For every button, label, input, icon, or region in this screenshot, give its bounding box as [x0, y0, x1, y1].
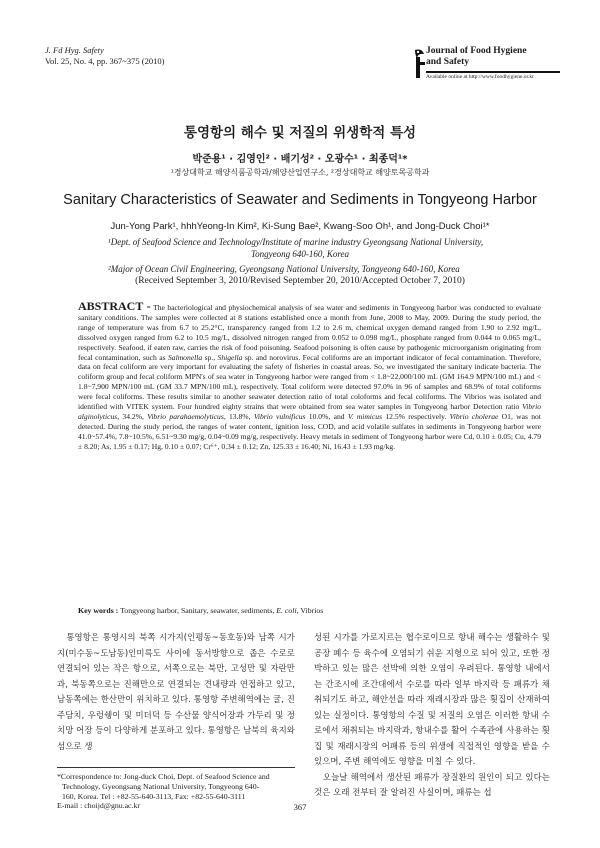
keywords-label: Key words : [78, 606, 119, 615]
keywords-italic-ecoli: E. coli, [276, 606, 299, 615]
keywords [78, 606, 323, 615]
received-dates: (Received September 3, 2010/Revised September 20, 2010/Accepted October 7, 2010) [135, 276, 465, 286]
footnote-line: *Correspondence to: Jong-duck Choi, Dept. of Seafood Science and [57, 772, 270, 781]
abstract-italic-vibrio-cholerae: Vibrio cholerae [449, 411, 499, 421]
abstract-italic-shigella: Shigella [217, 352, 243, 362]
footnote-email: E-mail : choijd@gnu.ac.kr [57, 801, 140, 811]
journal-name-line1: Journal of Food Hygiene [426, 46, 527, 56]
keywords-end: Vibrios [298, 606, 324, 615]
abstract-text: 12.5% respectively. [382, 411, 450, 421]
abstract-text: 10.0%, and [305, 411, 348, 421]
abstract-text: , 13.8%, [223, 411, 254, 421]
journal-reference [45, 45, 164, 67]
abstract-italic-vibrio-parahaemolyticus: Vibrio parahaemolyticus [147, 411, 224, 421]
keywords-text: Tongyeong harbor, Sanitary, seawater, sediments, [118, 606, 277, 615]
journal-abbrev: J. Fd Hyg. Safety [45, 45, 104, 55]
abstract-italic-salmonella: Salmonella [167, 352, 203, 362]
paper-title-english: Sanitary Characteristics of Seawater and Sediments in Tongyeong Harbor [63, 192, 537, 208]
abstract-heading: ABSTRACT - [78, 299, 151, 313]
affiliation-english-3: ²Major of Ocean Civil Engineering, Gyeongsang National University, Tongyeong 640-160, Korea [108, 264, 460, 274]
authors-korean: 박준용¹ · 김영인² · 배기성² · 오광수¹ · 최종덕¹* [192, 154, 408, 165]
abstract-text: O1, was not detected. During the study period, the ranges of water content, ignition loss, COD, and acid volatile sulfates in sediments in Tongyeong harbor were 41.0~57.4%, 7.8~10.5%, 6.51~9.30 mg/g, 0.04~0.09 mg/g, respectively. Heavy metals in sediment of Tongyeong harbor were Cd, 0.10 ± 0.05; Cu, 4.79 ± 8.20; As, 1.95 ± 0.17; Hg, 0.10 ± 0.07; Cr⁶⁺, 0.34 ± 0.12; Zn, 125.33 ± 16.40; Ni, 16.43 ± 1.93 mg/kg. [78, 411, 541, 451]
footnote-line: Technology, Gyeongsang National University, Tongyeong 640- [62, 781, 260, 791]
abstract-text: sp. and norovirus. Fecal coliforms are an important indicator of fecal contamination. Therefore, data on fecal coliform are very important for evaluating the safety of fisheries in coastal areas. So, we investigated the sanitary indicate bacteria. The coliform group and fecal coliform MPN's of sea water in Tongyeong harbor were ranged from < 1.8~22,000/100 mL (GM 164.9 MPN/100 mL) and < 1.8~7,900 MPN/100 mL (GM 33.7 MPN/100 mL), respectively. Total coliform were detected 97.0% in 96 of samples and 68.9% of total coliforms were fecal coliforms. These results similar to another seawater detection ratio of total coloforms and fecal coliforms. The Vibrios was isolated and identified with VITEK system. Four hundred eighty strains that were obtained from sea water samples in Tongyeong harbor Detection ratio [78, 352, 541, 412]
abstract-text: sp., [202, 352, 218, 362]
journal-logo-block [412, 44, 562, 94]
body-text-left-column: 통영항은 통영시의 북쪽 시가지(인평동~동호동)와 남쪽 시가지(미수동~도남동)인미륵도 사이에 동서방향으로 좁은 수로로 연결되어 있는 작은 항으로, 서쪽으로는 북만, 고성만 및 자란만과, 북동쪽으로는 진해만으로 연결되는 견내량과 연접하고 있고, 남동쪽에는 한산만이 위치하고 있다. 통영항 주변해역에는 굴, 진주담치, 우렁쉥이 및 미더덕 등 수산물 양식어장과 가두리 및 정치망 어장 등이 다양하게 분포하고 있다. 통영항은 남북의 육지와 섬으로 생 [57, 632, 295, 751]
abstract-text: , 34.2%, [117, 411, 148, 421]
affiliation-korean: ¹경상대학교 해양식품공학과/해양산업연구소, ²경상대학교 해양토목공학과 [170, 168, 430, 177]
abstract-text: The bacteriological and physiochemical analysis of sea water and sediments in Tongyeong harbor was conducted to evaluate sanitary conditions. The samples were collected at 8 stations established once a month from June, 2008 to May, 2009. During the study period, the range of temperature was from 6.7 to 25.2°C, transparency ranged from 1.2 to 2.6 m, chemical oxygen demand ranged from 1.90 to 2.92 mg/L, dissolved oxygen ranged from 6.2 to 10.5 mg/L, dissolved nitrogen ranged from 0.052 to 0.098 mg/L, phosphate ranged from 0.044 to 0.065 mg/L, respectively. Seafood, if eaten raw, carries the risk of food poisoning. Seafood poisoning is often cause by pathogenic microorganism originating from fecal contamination, such as [78, 303, 541, 362]
authors-english: Jun-Yong Park¹, hhhYeong-In Kim², Ki-Sung Bae², Kwang-Soo Oh¹, and Jong-Duck Choi¹* [110, 221, 490, 232]
body-text-right-column: 성된 시가를 가로지르는 협수로이므로 항내 해수는 생활하수 및 공장 폐수 등 육수에 오염되기 쉬운 지형으로 되어 있고, 또한 정박하고 있는 많은 선박에 의한 오염이 우려된다. 통영항 내에서는 간조시에 조간대에서 수로를 따라 일부 바지락 등 패류가 채취되기도 하고, 해안선을 따라 재래시장과 많은 횟집이 산재하여 있는 실정이다. 통영항의 수질 및 저질의 오염은 이러한 항내 수로에서 채취되는 바지락과, 항내수를 활어 수족관에 사용하는 횟집 및 재래시장의 어패류 등의 위생에 직접적인 영향을 받을 수 있으며, 주변 해역에도 영향을 미칠 수 있다. 오늘날 해역에서 생산된 패류가 장질환의 원인이 되고 있다는 것은 오래 전부터 잘 알려진 사실이며, 패류는 섭 [314, 632, 550, 797]
abstract-italic-v-mimicus: V. mimicus [347, 411, 383, 421]
affiliation-english-1: ¹Dept. of Seafood Science and Technology/Institute of marine industry Gyeongsang National University, [108, 237, 484, 247]
page-number: 367 [293, 802, 307, 812]
footnote-line: 160, Korea. Tel : +82-55-640-3113, Fax: +82-55-640-3111 [62, 791, 246, 801]
abstract-italic-vibrio-vulnificus: Vibrio vulnificus [253, 411, 306, 421]
footnote-divider [57, 767, 295, 768]
paper-title-korean: 통영항의 해수 및 저질의 위생학적 특성 [183, 125, 417, 141]
journal-rule [426, 71, 560, 73]
abstract [78, 299, 541, 452]
journal-volume: Vol. 25, No. 4, pp. 367~375 (2010) [45, 56, 165, 66]
journal-name-line2: and Safety [426, 57, 470, 67]
abstract-italic-vibrio-alginolyticus: Vibrio alginolyticus [78, 402, 541, 421]
journal-name [426, 46, 527, 68]
affiliation-english-2: Tongyeong 640-160, Korea [250, 249, 350, 259]
journal-online-url: Available online at http://www.foodhygiene.or.kr [426, 74, 534, 80]
